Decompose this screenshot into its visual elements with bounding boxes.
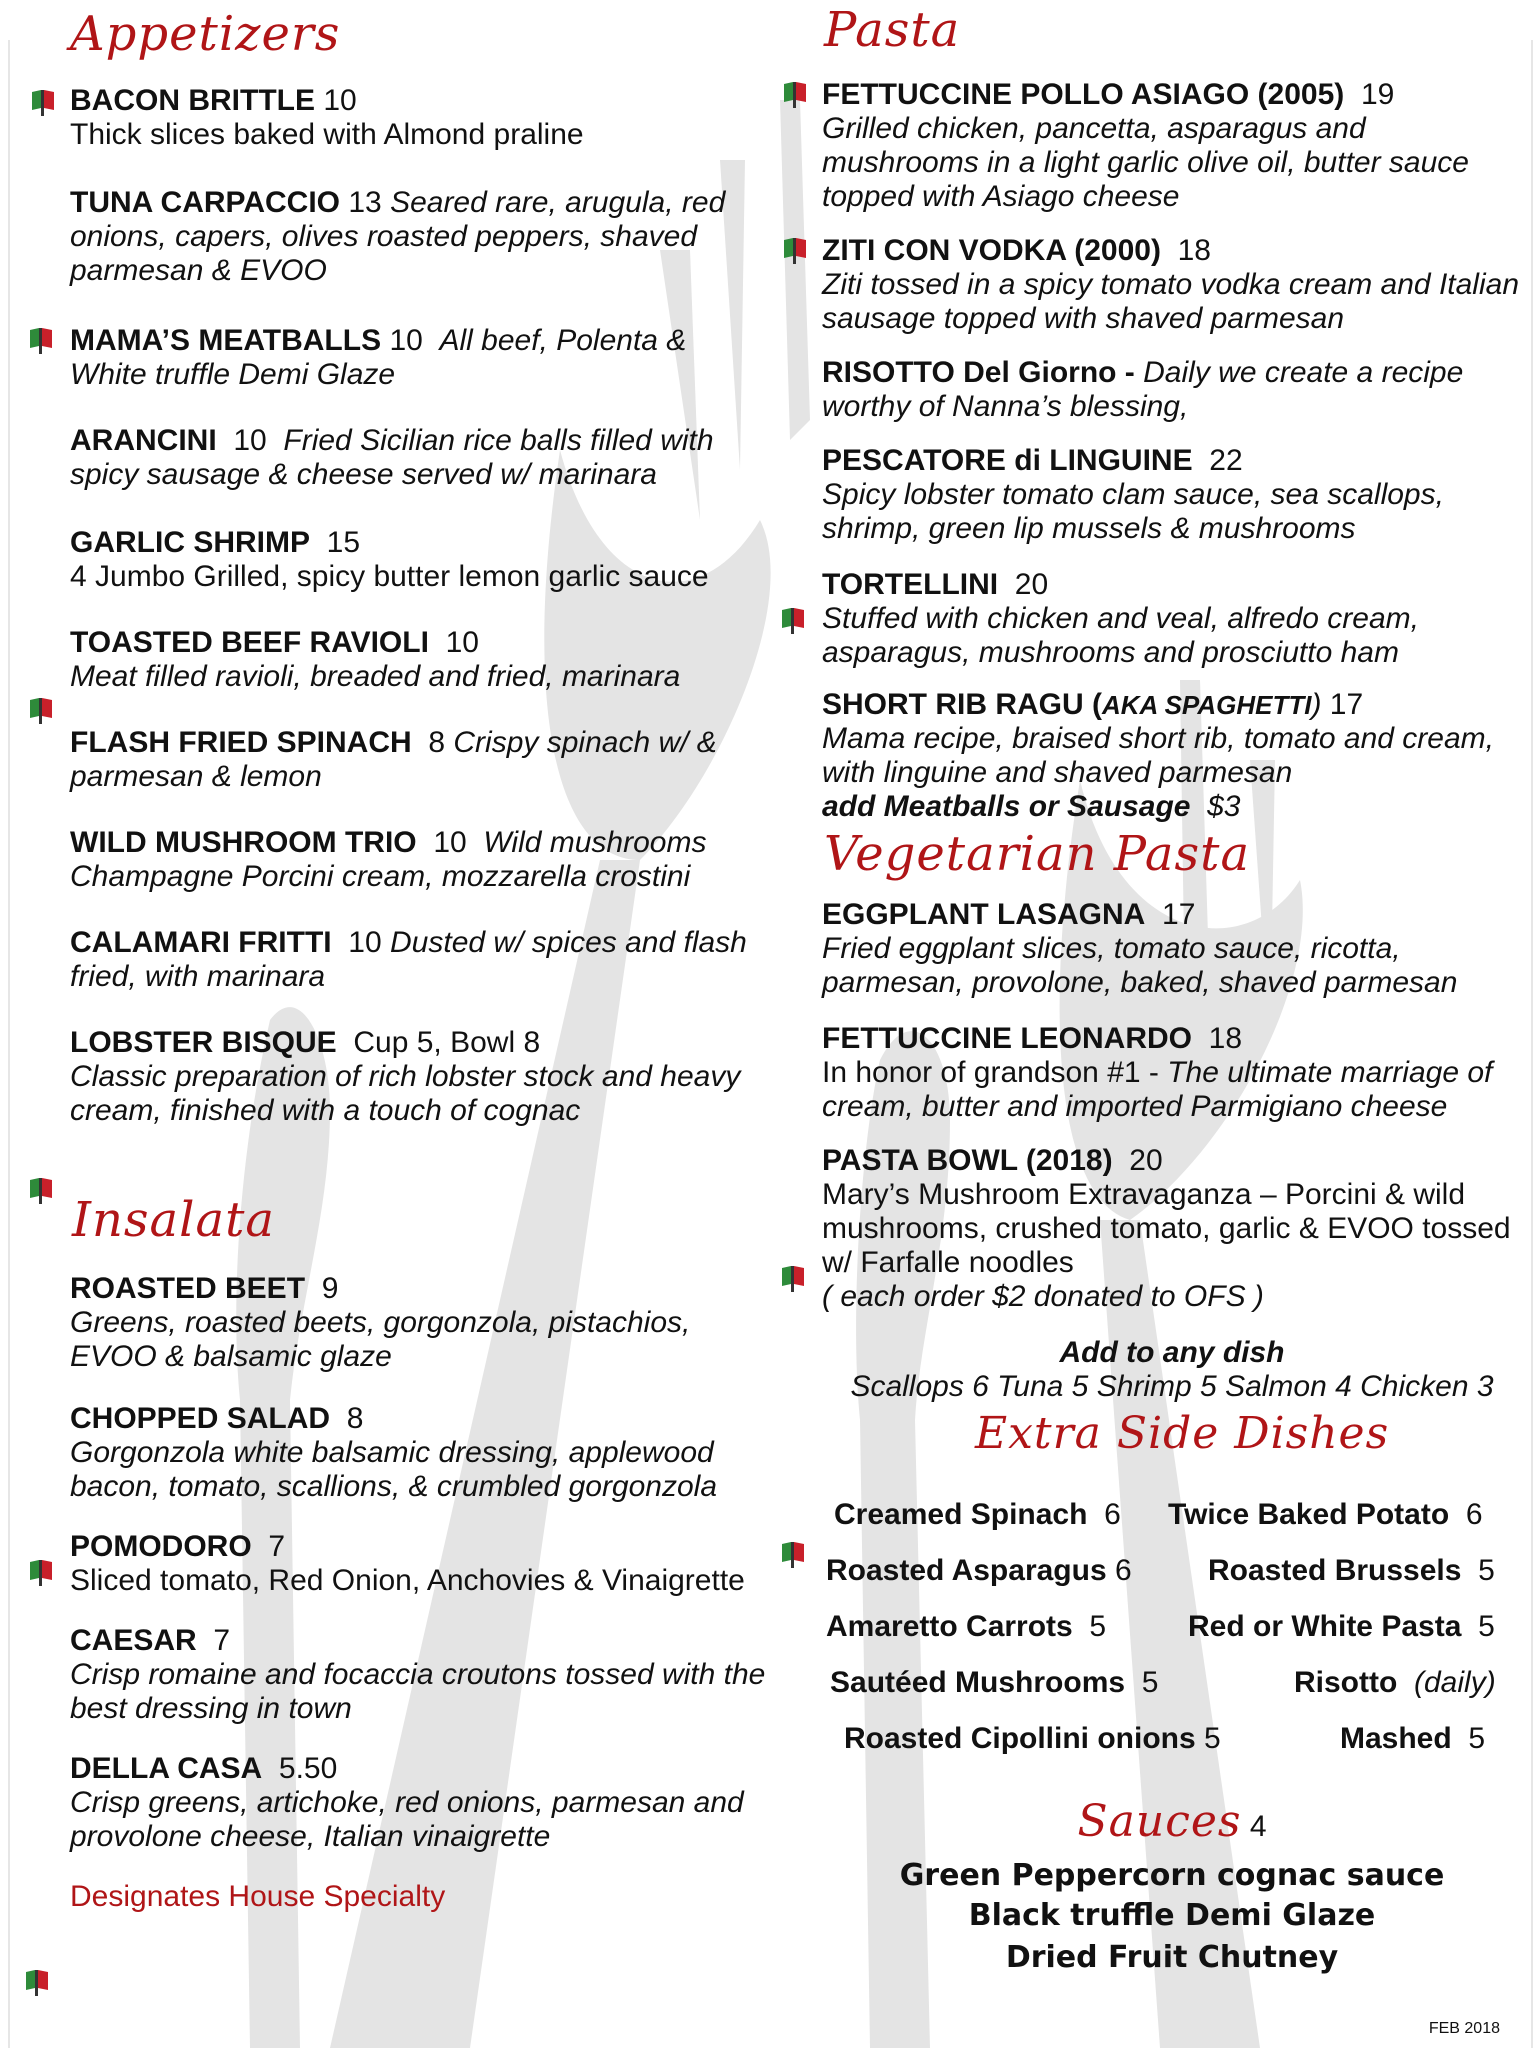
item-name: FLASH FRIED SPINACH	[70, 726, 412, 759]
italian-flag-icon	[778, 606, 808, 636]
item-description: Daily we create a recipe worthy of Nanna’s blessing,	[822, 356, 1464, 423]
menu-item-flash-fried-spinach	[70, 726, 770, 794]
item-description-plain: Mary’s Mushroom Extravaganza – Porcini & wild mushrooms, crushed tomato, garlic & EVOO tossed w/ Farfalle noodles	[822, 1178, 1511, 1279]
sauce-item: Black truffle Demi Glaze	[968, 1898, 1376, 1933]
side-price: 5	[1141, 1666, 1159, 1699]
item-description: All beef, Polenta & White truffle Demi Glaze	[70, 324, 687, 391]
italian-flag-icon	[22, 1968, 52, 1998]
item-name: TOASTED BEEF RAVIOLI	[70, 626, 429, 659]
item-price: 10	[233, 424, 267, 457]
menu-item-calamari-fritti	[70, 926, 760, 994]
menu-item-tortellini	[822, 568, 1522, 670]
side-item	[834, 1498, 1121, 1532]
item-name: TUNA CARPACCIO	[70, 186, 340, 219]
side-name: Roasted Asparagus	[826, 1554, 1107, 1587]
side-price: 6	[1114, 1554, 1132, 1587]
item-description: Wild mushrooms Champagne Porcini cream, mozzarella crostini	[70, 826, 707, 893]
item-description: Thick slices baked with Almond praline	[70, 118, 584, 151]
item-price: 10	[445, 626, 479, 659]
item-name: BACON BRITTLE	[70, 84, 315, 117]
side-name: Sautéed Mushrooms	[830, 1666, 1126, 1699]
side-name: Amaretto Carrots	[826, 1610, 1073, 1643]
item-name: PASTA BOWL (2018)	[822, 1144, 1113, 1177]
side-price: (daily)	[1414, 1666, 1496, 1699]
item-description: Fried Sicilian rice balls filled with spicy sausage & cheese served w/ marinara	[70, 424, 714, 491]
item-name: CHOPPED SALAD	[70, 1402, 331, 1435]
item-price: 10	[323, 84, 357, 117]
item-description: Sliced tomato, Red Onion, Anchovies & Vinaigrette	[70, 1564, 745, 1597]
item-name: EGGPLANT LASAGNA	[822, 898, 1146, 931]
item-name: PESCATORE di LINGUINE	[822, 444, 1193, 477]
item-price: 5.50	[278, 1752, 338, 1785]
item-description: Seared rare, arugula, red onions, capers, olives roasted peppers, shaved parmesan & EVOO	[70, 186, 726, 287]
item-description: Greens, roasted beets, gorgonzola, pistachios, EVOO & balsamic glaze	[70, 1306, 691, 1373]
item-description: 4 Jumbo Grilled, spicy butter lemon garlic sauce	[70, 560, 709, 593]
item-description: The ultimate marriage of cream, butter and imported Parmigiano cheese	[822, 1056, 1493, 1123]
item-name: CAESAR	[70, 1624, 197, 1657]
item-description: Crisp romaine and focaccia croutons tossed with the best dressing in town	[70, 1658, 766, 1725]
item-addon-price: $3	[1207, 790, 1241, 823]
item-price: 8	[346, 1402, 364, 1435]
item-name: FETTUCCINE LEONARDO	[822, 1022, 1192, 1055]
item-price: 10	[389, 324, 423, 357]
menu-item-della-casa	[70, 1752, 770, 1854]
menu-item-lobster-bisque	[70, 1026, 770, 1128]
item-description: Ziti tossed in a spicy tomato vodka cream and Italian sausage topped with shaved parmesan	[822, 268, 1520, 335]
item-description: Grilled chicken, pancetta, asparagus and mushrooms in a light garlic olive oil, butter sauce topped with Asiago cheese	[822, 112, 1469, 213]
italian-flag-icon	[28, 88, 58, 118]
menu-item-caesar	[70, 1624, 790, 1726]
side-item	[844, 1722, 1221, 1756]
menu-item-pomodoro	[70, 1530, 790, 1598]
menu-item-pescatore-di-linguine	[822, 444, 1522, 546]
italian-flag-icon	[780, 80, 810, 110]
item-name: TORTELLINI	[822, 568, 999, 601]
insalata-heading: Insalata	[72, 1192, 275, 1248]
item-name: ROASTED BEET	[70, 1272, 306, 1305]
item-price: 7	[213, 1624, 231, 1657]
italian-flag-icon	[26, 696, 56, 726]
side-price: 6	[1104, 1498, 1121, 1531]
item-price: 17	[1329, 688, 1364, 721]
menu-item-eggplant-lasagna	[822, 898, 1522, 1000]
vegetarian-pasta-heading: Vegetarian Pasta	[824, 826, 1251, 882]
sauces-heading: Sauces	[1077, 1796, 1242, 1847]
item-name: FETTUCCINE POLLO ASIAGO (2005)	[822, 78, 1345, 111]
side-name: Roasted Brussels	[1208, 1554, 1462, 1587]
item-price: 17	[1162, 898, 1196, 931]
side-item	[1208, 1554, 1495, 1588]
item-description-plain: In honor of grandson #1 -	[822, 1056, 1168, 1089]
side-item	[1294, 1666, 1496, 1700]
side-name: Mashed	[1340, 1722, 1452, 1755]
side-item	[1188, 1610, 1495, 1644]
menu-item-mamas-meatballs	[70, 324, 760, 392]
item-price: 15	[326, 526, 361, 559]
side-price: 5	[1468, 1722, 1486, 1755]
right-border-line	[1531, 40, 1533, 2048]
menu-item-chopped-salad	[70, 1402, 780, 1504]
item-name: POMODORO	[70, 1530, 252, 1563]
item-price: 9	[321, 1272, 339, 1305]
item-description: Crispy spinach w/ & parmesan & lemon	[70, 726, 717, 793]
italian-flag-icon	[778, 1264, 808, 1294]
item-price: 10	[348, 926, 382, 959]
item-price: 18	[1177, 234, 1211, 267]
italian-flag-icon	[780, 236, 810, 266]
menu-item-bacon-brittle	[70, 84, 770, 152]
menu-date: FEB 2018	[1428, 2020, 1500, 2037]
italian-flag-icon	[26, 1558, 56, 1588]
menu-item-arancini	[70, 424, 770, 492]
menu-item-garlic-shrimp	[70, 526, 790, 594]
side-item	[1168, 1498, 1483, 1532]
menu-item-risotto-del-giorno	[822, 356, 1522, 424]
italian-flag-icon	[26, 326, 56, 356]
menu-item-fettuccine-pollo-asiago	[822, 78, 1522, 214]
house-specialty-note: Designates House Specialty	[70, 1880, 446, 1913]
item-description: Fried eggplant slices, tomato sauce, ricotta, parmesan, provolone, baked, shaved parmesan	[822, 932, 1458, 999]
addons-line: Scallops 6 Tuna 5 Shrimp 5 Salmon 4 Chicken 3	[850, 1370, 1494, 1403]
side-name: Roasted Cipollini onions	[844, 1722, 1196, 1755]
item-name: GARLIC SHRIMP	[70, 526, 310, 559]
item-name: WILD MUSHROOM TRIO	[70, 826, 417, 859]
sauce-item: Green Peppercorn cognac sauce	[899, 1858, 1445, 1893]
item-name: SHORT RIB RAGU (	[822, 688, 1102, 721]
menu-item-wild-mushroom-trio	[70, 826, 770, 894]
side-item	[826, 1610, 1106, 1644]
item-price: 20	[1014, 568, 1049, 601]
side-price: 5	[1478, 1610, 1495, 1643]
addons-title: Add to any dish	[1059, 1336, 1285, 1369]
item-price: 10	[433, 826, 467, 859]
menu-item-short-rib-ragu: SHORT RIB RAGU (AKA SPAGHETTI) 17 Mama recipe, braised short rib, tomato and cream, with linguine and shaved parmesan add Meatballs or Sausage $3	[822, 688, 1494, 823]
item-addon: add Meatballs or Sausage	[822, 790, 1191, 823]
item-price: 13	[348, 186, 382, 219]
side-name: Red or White Pasta	[1188, 1610, 1462, 1643]
item-name: ZITI CON VODKA (2000)	[822, 234, 1161, 267]
item-description: Crisp greens, artichoke, red onions, parmesan and provolone cheese, Italian vinaigrette	[70, 1786, 744, 1853]
side-price: 6	[1465, 1498, 1483, 1531]
item-price: 8	[428, 726, 446, 759]
item-name: CALAMARI FRITTI	[70, 926, 332, 959]
item-description: Classic preparation of rich lobster stock and heavy cream, finished with a touch of cognac	[70, 1060, 741, 1127]
italian-flag-icon	[778, 1540, 808, 1570]
side-item	[826, 1554, 1132, 1588]
side-name: Twice Baked Potato	[1168, 1498, 1450, 1531]
side-price: 5	[1478, 1554, 1495, 1587]
item-description: ( each order $2 donated to OFS )	[822, 1280, 1264, 1313]
sauce-item: Dried Fruit Chutney	[1005, 1940, 1339, 1975]
item-aka: AKA SPAGHETTI	[1102, 690, 1312, 720]
item-description: Spicy lobster tomato clam sauce, sea scallops, shrimp, green lip mussels & mushrooms	[822, 478, 1444, 545]
menu-item-pasta-bowl	[822, 1144, 1522, 1314]
item-description: Dusted w/ spices and flash fried, with marinara	[70, 926, 747, 993]
item-description: Stuffed with chicken and veal, alfredo cream, asparagus, mushrooms and prosciutto ham	[822, 602, 1419, 669]
item-name: LOBSTER BISQUE	[70, 1026, 337, 1059]
side-item	[830, 1666, 1158, 1700]
side-price: 5	[1204, 1722, 1221, 1755]
menu-item-tuna-carpaccio	[70, 186, 770, 288]
item-description: Mama recipe, braised short rib, tomato and cream, with linguine and shaved parmesan	[822, 722, 1494, 789]
item-description: Gorgonzola white balsamic dressing, applewood bacon, tomato, scallions, & crumbled gorgonzola	[70, 1436, 718, 1503]
menu-item-fettuccine-leonardo	[822, 1022, 1522, 1124]
side-name: Risotto	[1294, 1666, 1398, 1699]
item-price: 22	[1209, 444, 1243, 477]
item-description: Meat filled ravioli, breaded and fried, marinara	[70, 660, 681, 693]
menu-item-ziti-con-vodka	[822, 234, 1522, 336]
italian-flag-icon	[26, 1176, 56, 1206]
item-price: 18	[1208, 1022, 1243, 1055]
item-name: ARANCINI	[70, 424, 217, 457]
sauces-price: 4	[1249, 1810, 1267, 1843]
side-name: Creamed Spinach	[834, 1498, 1088, 1531]
item-price: 7	[268, 1530, 286, 1563]
pasta-heading: Pasta	[824, 2, 961, 58]
side-item	[1340, 1722, 1485, 1756]
menu-item-roasted-beet	[70, 1272, 770, 1374]
left-border-line	[8, 40, 10, 2048]
appetizers-heading: Appetizers	[70, 6, 341, 62]
sauces-header	[822, 1796, 1522, 1847]
item-price: 20	[1129, 1144, 1163, 1177]
item-name: MAMA’S MEATBALLS	[70, 324, 382, 357]
menu-item-toasted-beef-ravioli	[70, 626, 770, 694]
item-name: RISOTTO Del Giorno -	[822, 356, 1135, 389]
extra-side-dishes-heading: Extra Side Dishes	[975, 1408, 1390, 1459]
side-price: 5	[1089, 1610, 1107, 1643]
item-price: Cup 5, Bowl 8	[353, 1026, 541, 1059]
item-name: DELLA CASA	[70, 1752, 263, 1785]
item-price: 19	[1360, 78, 1395, 111]
